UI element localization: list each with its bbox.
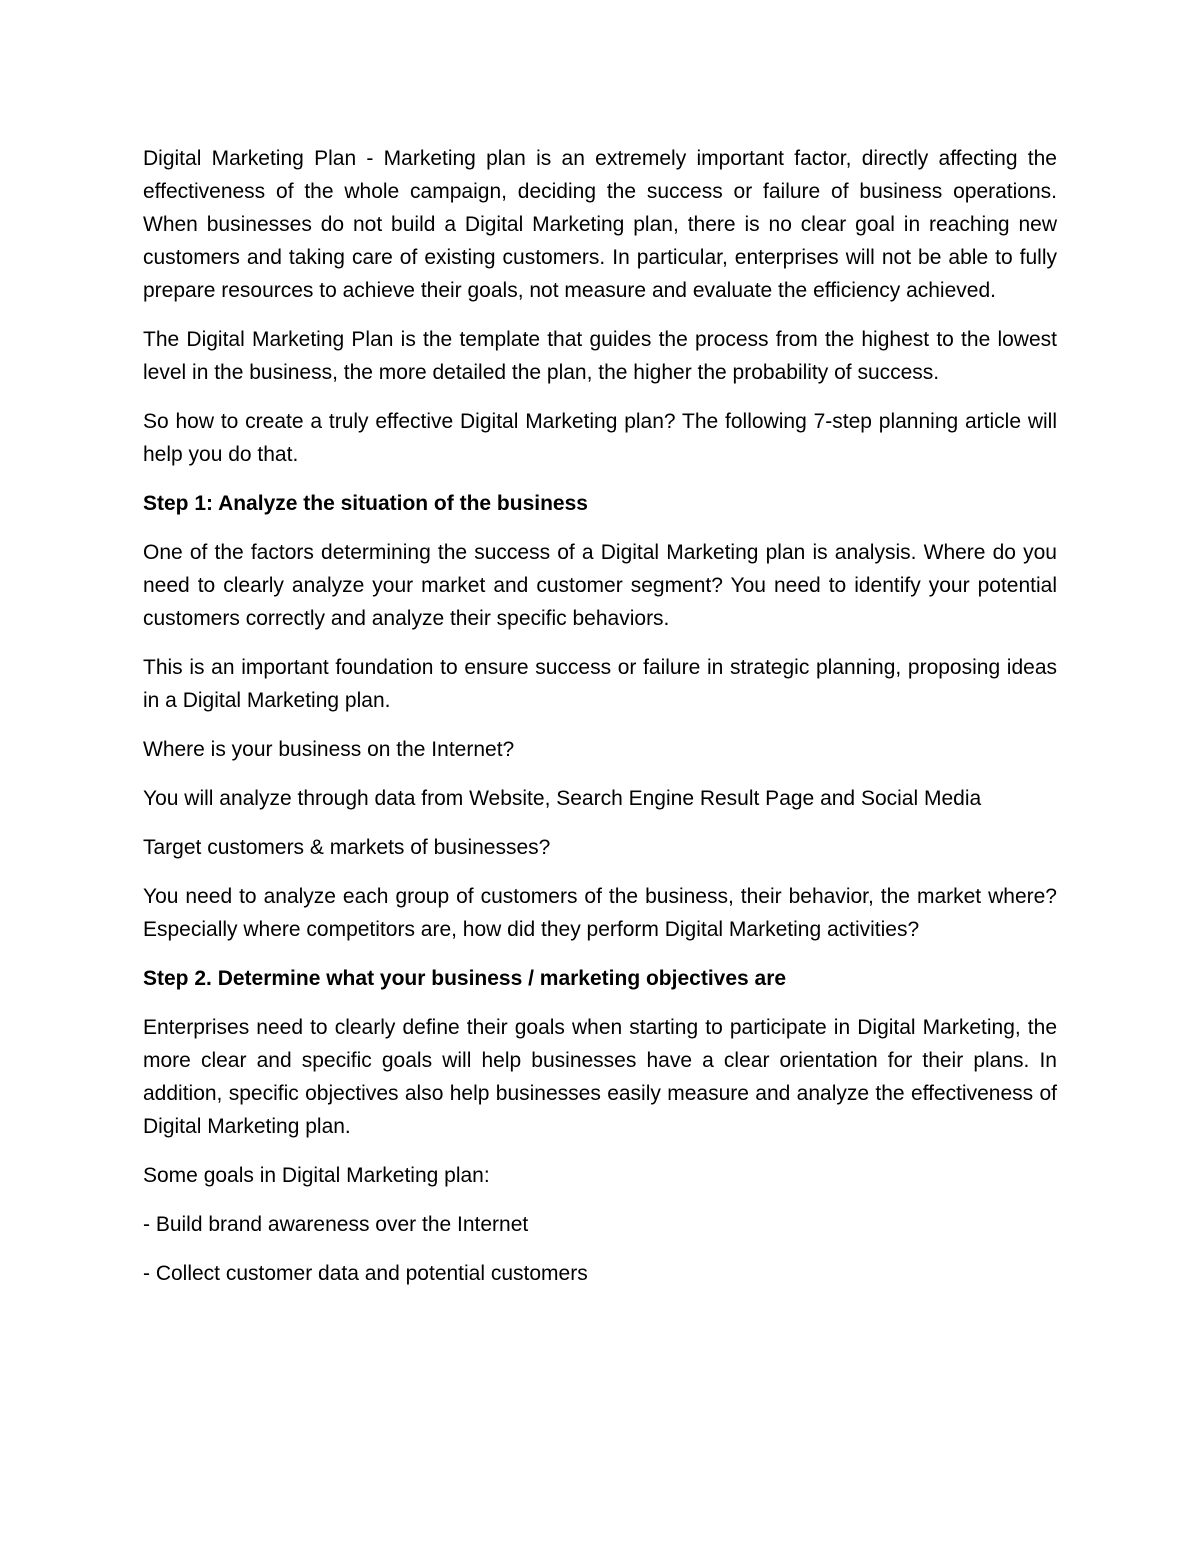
analysis-paragraph: One of the factors determining the success of a Digital Marketing plan is analysis. Where do you need to clearly analyze your market and customer segment? You need to identify your potential customers correctly and analyze their specific behaviors.: [143, 541, 1057, 630]
goals-intro: Some goals in Digital Marketing plan:: [143, 1164, 490, 1187]
target-customers-question: Target customers & markets of businesses?: [143, 836, 551, 859]
plan-template-paragraph: The Digital Marketing Plan is the template that guides the process from the highest to the lowest level in the business, the more detailed the plan, the higher the probability of success.: [143, 328, 1057, 384]
document-body: [143, 142, 1057, 1306]
how-to-paragraph: So how to create a truly effective Digital Marketing plan? The following 7-step planning article will help you do that.: [143, 410, 1057, 466]
customer-groups-paragraph: You need to analyze each group of customers of the business, their behavior, the market where? Especially where competitors are, how did they perform Digital Marketing activities?: [143, 885, 1057, 941]
objectives-paragraph: Enterprises need to clearly define their goals when starting to participate in Digital Marketing, the more clear and specific goals will help businesses have a clear orientation for their plans. In addition, specific objectives also help businesses easily measure and analyze the effectiveness of Digital Marketing plan.: [143, 1016, 1057, 1138]
goal-list-item: - Collect customer data and potential customers: [143, 1262, 588, 1285]
step-2-heading: Step 2. Determine what your business / marketing objectives are: [143, 967, 787, 990]
business-internet-question: Where is your business on the Internet?: [143, 738, 515, 761]
foundation-paragraph: This is an important foundation to ensure success or failure in strategic planning, proposing ideas in a Digital Marketing plan.: [143, 656, 1057, 712]
goal-list-item: - Build brand awareness over the Internet: [143, 1213, 529, 1236]
data-sources-paragraph: You will analyze through data from Website, Search Engine Result Page and Social Media: [143, 787, 982, 810]
intro-paragraph: Digital Marketing Plan - Marketing plan is an extremely important factor, directly affecting the effectiveness of the whole campaign, deciding the success or failure of business operations. When businesses do not build a Digital Marketing plan, there is no clear goal in reaching new customers and taking care of existing customers. In particular, enterprises will not be able to fully prepare resources to achieve their goals, not measure and evaluate the efficiency achieved.: [143, 147, 1057, 302]
step-1-heading: Step 1: Analyze the situation of the business: [143, 492, 588, 515]
